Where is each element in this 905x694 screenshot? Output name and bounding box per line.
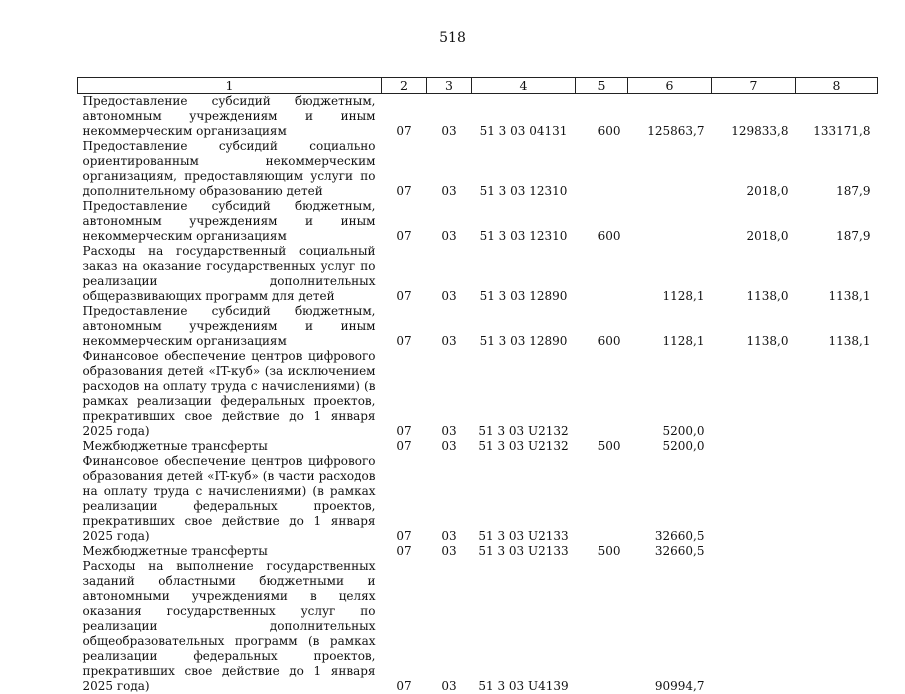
row-amount-col7: 1138,0 (746, 334, 789, 348)
row-amount-col6: 1128,1 (662, 334, 705, 348)
row-amount-col8 (796, 559, 878, 694)
row-amount-col6: 125863,7 (647, 124, 705, 138)
row-target-code: 51 3 03 12310 (479, 229, 568, 243)
row-description: Финансовое обеспечение центров цифрового образования детей «IT-куб» (за исключением расходов на оплату труда с начислениями) (в рамках реализации федеральных проектов, прекративших свое действие до 1 января 2025 года) (82, 349, 376, 438)
header-col-5: 5 (576, 78, 628, 94)
table-row (78, 349, 878, 439)
row-amount-col6: 1128,1 (662, 289, 705, 303)
row-section: 07 (396, 229, 412, 243)
row-amount-col6: 5200,0 (662, 424, 705, 438)
row-amount-col8 (796, 454, 878, 544)
row-amount-col6: 32660,5 (654, 544, 705, 558)
row-description: Межбюджетные трансферты (82, 439, 268, 453)
row-expense-type: 600 (597, 229, 621, 243)
row-amount-col8: 133171,8 (813, 124, 871, 138)
row-expense-type (576, 559, 628, 694)
row-description: Межбюджетные трансферты (82, 544, 268, 558)
row-target-code: 51 3 03 U4139 (478, 679, 569, 693)
row-section: 07 (396, 679, 412, 693)
row-expense-type (576, 454, 628, 544)
row-expense-type (576, 349, 628, 439)
row-amount-col7 (712, 544, 796, 559)
header-col-1: 1 (78, 78, 382, 94)
row-target-code: 51 3 03 04131 (479, 124, 568, 138)
row-amount-col6: 90994,7 (654, 679, 705, 693)
header-col-3: 3 (427, 78, 472, 94)
row-amount-col8 (796, 544, 878, 559)
row-expense-type: 500 (597, 439, 621, 453)
table-row (78, 244, 878, 304)
row-amount-col6 (628, 139, 712, 199)
row-subsection: 03 (441, 544, 457, 558)
row-subsection: 03 (441, 289, 457, 303)
row-amount-col7: 2018,0 (746, 229, 789, 243)
row-subsection: 03 (441, 529, 457, 543)
row-description: Финансовое обеспечение центров цифрового образования детей «IT-куб» (в части расходов на оплату труда с начислениями) (в рамках реализации федеральных проектов, прекративших свое действие до 1 января 2025 года) (82, 454, 376, 543)
row-amount-col8: 187,9 (836, 184, 871, 198)
row-section: 07 (396, 289, 412, 303)
row-target-code: 51 3 03 12890 (479, 334, 568, 348)
page-number: 518 (439, 30, 466, 46)
row-amount-col7: 1138,0 (746, 289, 789, 303)
row-amount-col6: 32660,5 (654, 529, 705, 543)
row-description: Предоставление субсидий социально ориентированным некоммерческим организациям, предоставляющим услуги по дополнительному образованию детей (82, 139, 376, 198)
row-description: Предоставление субсидий бюджетным, автономным учреждениям и иным некоммерческим организациям (82, 94, 376, 138)
row-description: Расходы на выполнение государственных заданий областными бюджетными и автономными учреждениями в целях оказания государственных услуг по реализации дополнительных общеобразовательных программ (в рамках реализации федеральных проектов, прекративших свое действие до 1 января 2025 года) (82, 559, 376, 693)
header-col-2: 2 (382, 78, 427, 94)
row-target-code: 51 3 03 12890 (479, 289, 568, 303)
row-subsection: 03 (441, 229, 457, 243)
row-description: Предоставление субсидий бюджетным, автономным учреждениям и иным некоммерческим организациям (82, 199, 376, 243)
table-row (78, 544, 878, 559)
header-col-7: 7 (712, 78, 796, 94)
header-row (78, 78, 878, 94)
row-subsection: 03 (441, 124, 457, 138)
row-section: 07 (396, 424, 412, 438)
row-amount-col8 (796, 439, 878, 454)
row-amount-col6 (628, 199, 712, 244)
row-subsection: 03 (441, 424, 457, 438)
row-description: Расходы на государственный социальный заказ на оказание государственных услуг по реализации дополнительных общеразвивающих программ для детей (82, 244, 376, 303)
row-target-code: 51 3 03 U2133 (478, 544, 569, 558)
row-section: 07 (396, 184, 412, 198)
row-section: 07 (396, 544, 412, 558)
budget-table (77, 77, 878, 694)
row-section: 07 (396, 529, 412, 543)
row-expense-type (576, 244, 628, 304)
row-subsection: 03 (441, 334, 457, 348)
table-row (78, 439, 878, 454)
row-amount-col7: 129833,8 (731, 124, 789, 138)
row-amount-col7 (712, 439, 796, 454)
row-target-code: 51 3 03 U2132 (478, 439, 569, 453)
table-row (78, 559, 878, 694)
row-target-code: 51 3 03 12310 (479, 184, 568, 198)
row-amount-col8: 1138,1 (828, 289, 871, 303)
row-target-code: 51 3 03 U2133 (478, 529, 569, 543)
row-amount-col8: 187,9 (836, 229, 871, 243)
row-amount-col6: 5200,0 (662, 439, 705, 453)
header-col-8: 8 (796, 78, 878, 94)
row-subsection: 03 (441, 184, 457, 198)
row-amount-col7 (712, 454, 796, 544)
row-section: 07 (396, 334, 412, 348)
row-expense-type (576, 139, 628, 199)
row-amount-col7 (712, 559, 796, 694)
row-description: Предоставление субсидий бюджетным, автономным учреждениям и иным некоммерческим организациям (82, 304, 376, 348)
row-target-code: 51 3 03 U2132 (478, 424, 569, 438)
row-amount-col7 (712, 349, 796, 439)
row-section: 07 (396, 439, 412, 453)
header-col-6: 6 (628, 78, 712, 94)
table-row (78, 454, 878, 544)
row-subsection: 03 (441, 439, 457, 453)
header-col-4: 4 (472, 78, 576, 94)
table-row (78, 304, 878, 349)
row-amount-col7: 2018,0 (746, 184, 789, 198)
row-amount-col8: 1138,1 (828, 334, 871, 348)
row-amount-col8 (796, 349, 878, 439)
row-section: 07 (396, 124, 412, 138)
row-subsection: 03 (441, 679, 457, 693)
row-expense-type: 600 (597, 334, 621, 348)
row-expense-type: 500 (597, 544, 621, 558)
row-expense-type: 600 (597, 124, 621, 138)
table-row (78, 199, 878, 244)
table-row (78, 94, 878, 140)
table-row (78, 139, 878, 199)
